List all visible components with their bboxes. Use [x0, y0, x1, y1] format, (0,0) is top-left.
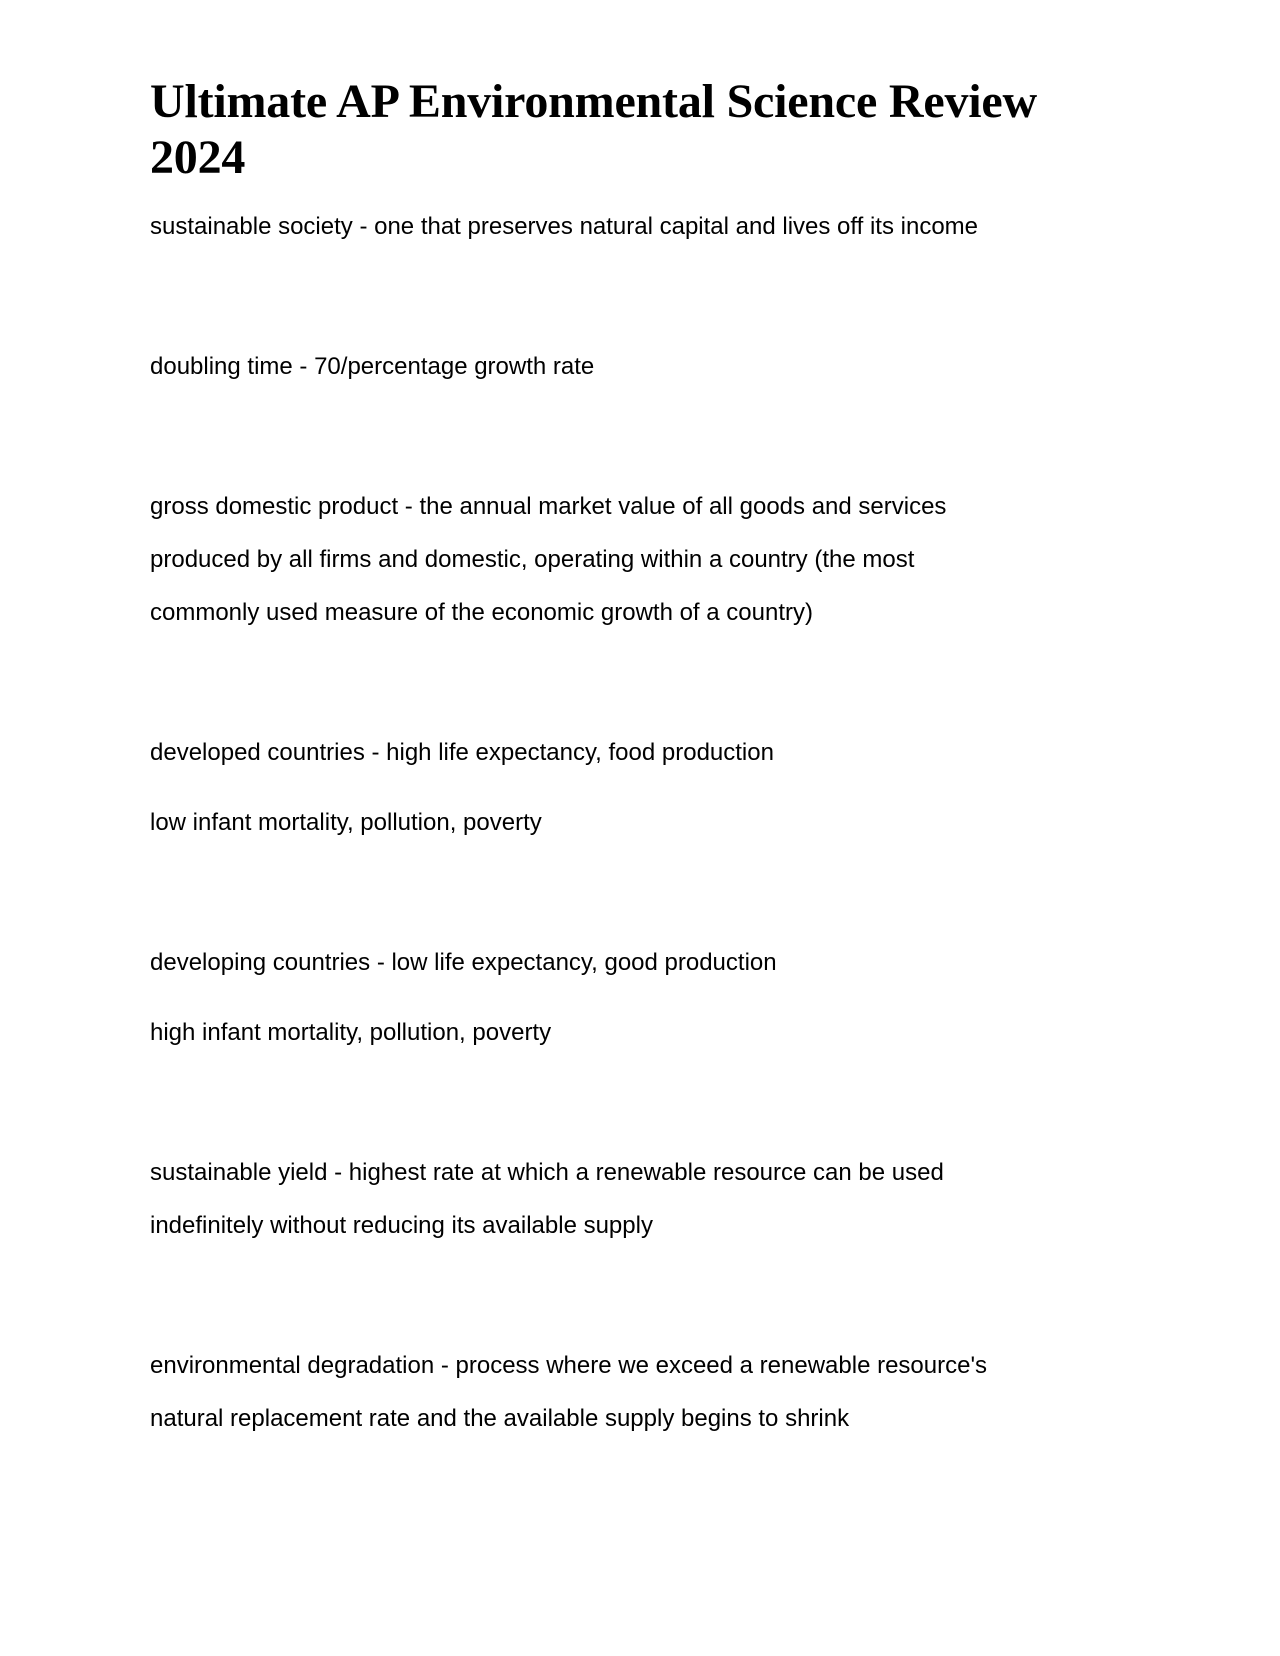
- entry-line: sustainable society - one that preserves natural capital and lives off its income: [150, 213, 978, 240]
- entry-line: indefinitely without reducing its available supply: [150, 1212, 653, 1239]
- entry-line: low infant mortality, pollution, poverty: [150, 809, 542, 836]
- entry-developed-countries: [150, 726, 1110, 779]
- document-page: [150, 74, 1110, 1445]
- entry-line: commonly used measure of the economic growth of a country): [150, 599, 813, 626]
- entry-line: developed countries - high life expectancy, food production: [150, 739, 774, 766]
- entry-line: high infant mortality, pollution, poverty: [150, 1019, 552, 1046]
- entry-developing-countries: [150, 936, 1110, 989]
- entry-sustainable-yield: [150, 1146, 1110, 1252]
- entry-gross-domestic-product: [150, 480, 1110, 639]
- entry-developed-countries-continued: [150, 796, 1110, 849]
- page-title: [150, 74, 1110, 186]
- title-line-2: 2024: [150, 131, 246, 184]
- entry-line: developing countries - low life expectancy, good production: [150, 949, 777, 976]
- title-line-1: Ultimate AP Environmental Science Review: [150, 75, 1037, 128]
- entry-sustainable-society: [150, 200, 1110, 253]
- entry-line: environmental degradation - process where we exceed a renewable resource's: [150, 1352, 988, 1379]
- entry-environmental-degradation: [150, 1339, 1110, 1445]
- entry-line: produced by all firms and domestic, operating within a country (the most: [150, 546, 915, 573]
- entry-line: sustainable yield - highest rate at which a renewable resource can be used: [150, 1159, 944, 1186]
- entry-doubling-time: [150, 340, 1110, 393]
- entry-line: natural replacement rate and the available supply begins to shrink: [150, 1405, 850, 1432]
- entry-line: doubling time - 70/percentage growth rate: [150, 353, 595, 380]
- entry-line: gross domestic product - the annual market value of all goods and services: [150, 493, 947, 520]
- entry-developing-countries-continued: [150, 1006, 1110, 1059]
